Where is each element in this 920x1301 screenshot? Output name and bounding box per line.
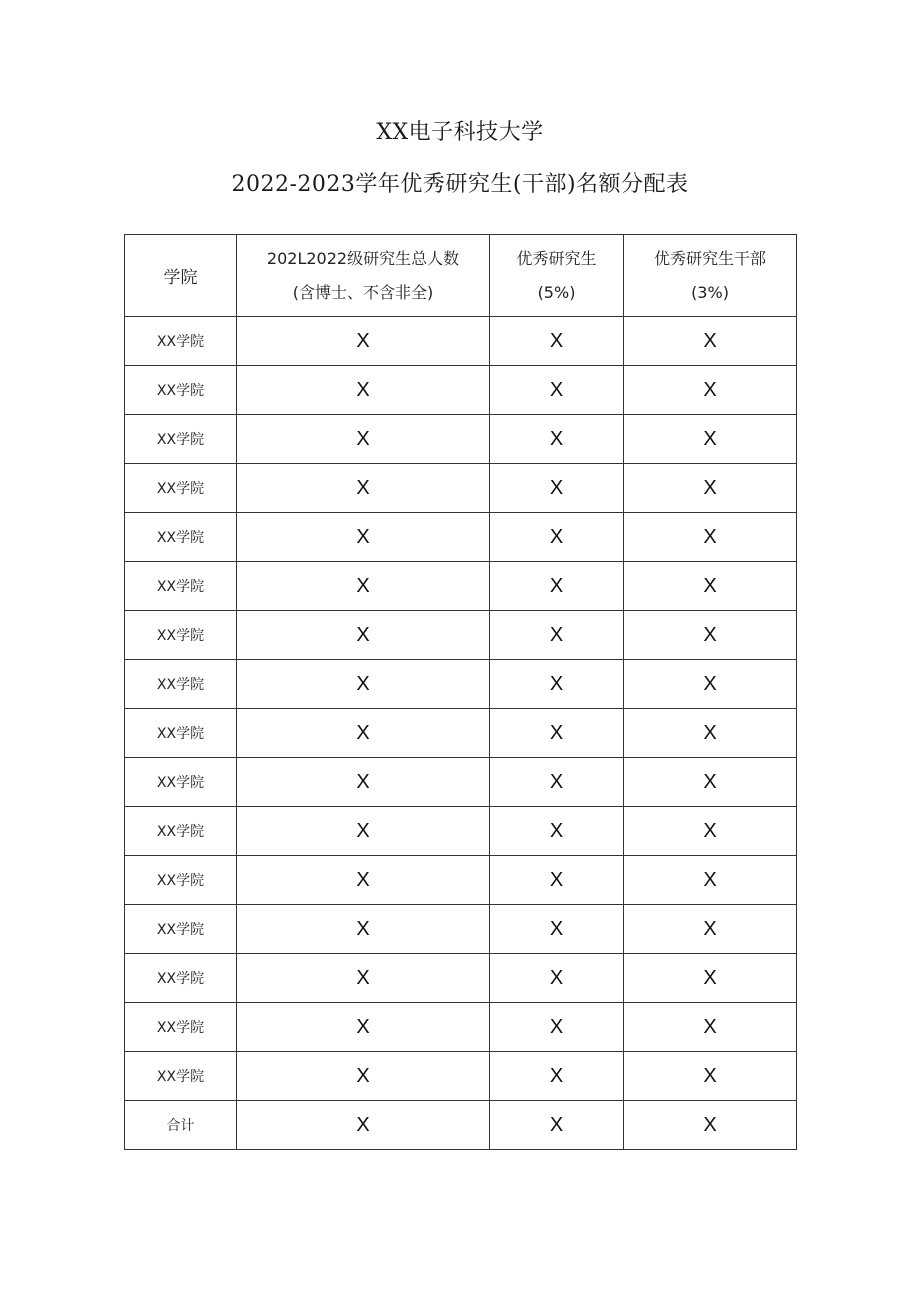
excellent-students-cell: X bbox=[490, 905, 624, 954]
table-row bbox=[125, 317, 797, 366]
table-header-row bbox=[125, 235, 797, 317]
header-cadre-line1: 优秀研究生干部 bbox=[653, 248, 766, 268]
total-students-cell: X bbox=[237, 660, 490, 709]
quota-allocation-table bbox=[124, 234, 797, 1150]
excellent-students-cell: X bbox=[490, 758, 624, 807]
total-students-cell: X bbox=[237, 1003, 490, 1052]
excellent-cadres-cell: X bbox=[624, 1003, 797, 1052]
total-students-cell: X bbox=[237, 464, 490, 513]
college-cell: XX学院 bbox=[125, 366, 237, 415]
college-cell: XX学院 bbox=[125, 513, 237, 562]
table-total-row bbox=[125, 1101, 797, 1150]
excellent-students-cell: X bbox=[490, 709, 624, 758]
excellent-students-cell: X bbox=[490, 366, 624, 415]
excellent-students-cell: X bbox=[490, 611, 624, 660]
table-row bbox=[125, 366, 797, 415]
excellent-students-cell: X bbox=[490, 954, 624, 1003]
table-row bbox=[125, 1003, 797, 1052]
header-excellent-cadres bbox=[624, 235, 797, 317]
table-row bbox=[125, 562, 797, 611]
total-students-cell: X bbox=[237, 758, 490, 807]
total-total-cell: X bbox=[237, 1101, 490, 1150]
excellent-cadres-cell: X bbox=[624, 317, 797, 366]
table-row bbox=[125, 709, 797, 758]
excellent-cadres-cell: X bbox=[624, 954, 797, 1003]
header-total-line2: (含博士、不含非全) bbox=[292, 282, 434, 302]
table-row bbox=[125, 758, 797, 807]
excellent-students-cell: X bbox=[490, 562, 624, 611]
total-students-cell: X bbox=[237, 317, 490, 366]
excellent-students-cell: X bbox=[490, 415, 624, 464]
college-cell: XX学院 bbox=[125, 1003, 237, 1052]
excellent-cadres-cell: X bbox=[624, 513, 797, 562]
excellent-students-cell: X bbox=[490, 513, 624, 562]
table-body bbox=[125, 317, 797, 1101]
excellent-students-cell: X bbox=[490, 1003, 624, 1052]
table-row bbox=[125, 1052, 797, 1101]
table-row bbox=[125, 807, 797, 856]
excellent-cadres-cell: X bbox=[624, 905, 797, 954]
college-cell: XX学院 bbox=[125, 856, 237, 905]
total-students-cell: X bbox=[237, 415, 490, 464]
total-students-cell: X bbox=[237, 856, 490, 905]
excellent-students-cell: X bbox=[490, 464, 624, 513]
table-row bbox=[125, 513, 797, 562]
total-students-cell: X bbox=[237, 954, 490, 1003]
table-row bbox=[125, 464, 797, 513]
college-cell: XX学院 bbox=[125, 1052, 237, 1101]
table-row bbox=[125, 611, 797, 660]
total-students-cell: X bbox=[237, 807, 490, 856]
table-row bbox=[125, 415, 797, 464]
excellent-cadres-cell: X bbox=[624, 758, 797, 807]
total-students-cell: X bbox=[237, 611, 490, 660]
excellent-cadres-cell: X bbox=[624, 1052, 797, 1101]
table-row bbox=[125, 856, 797, 905]
excellent-cadres-cell: X bbox=[624, 709, 797, 758]
table-title: 2022-2023学年优秀研究生(干部)名额分配表 bbox=[231, 172, 689, 197]
excellent-cadres-cell: X bbox=[624, 562, 797, 611]
header-excellent-students bbox=[490, 235, 624, 317]
excellent-students-cell: X bbox=[490, 317, 624, 366]
header-total-line1: 202L2022级研究生总人数 bbox=[266, 248, 460, 268]
table-row bbox=[125, 905, 797, 954]
table-row bbox=[125, 660, 797, 709]
excellent-students-cell: X bbox=[490, 1052, 624, 1101]
excellent-students-cell: X bbox=[490, 660, 624, 709]
total-students-cell: X bbox=[237, 1052, 490, 1101]
document-title-block bbox=[0, 118, 920, 200]
excellent-students-cell: X bbox=[490, 807, 624, 856]
excellent-cadres-cell: X bbox=[624, 807, 797, 856]
total-students-cell: X bbox=[237, 562, 490, 611]
college-cell: XX学院 bbox=[125, 709, 237, 758]
excellent-cadres-cell: X bbox=[624, 415, 797, 464]
college-cell: XX学院 bbox=[125, 758, 237, 807]
total-students-cell: X bbox=[237, 513, 490, 562]
total-excellent-cell: X bbox=[490, 1101, 624, 1150]
university-title: XX电子科技大学 bbox=[376, 120, 544, 145]
header-total-students bbox=[237, 235, 490, 317]
college-cell: XX学院 bbox=[125, 660, 237, 709]
excellent-cadres-cell: X bbox=[624, 856, 797, 905]
college-cell: XX学院 bbox=[125, 954, 237, 1003]
header-cadre-line2: (3%) bbox=[691, 282, 729, 302]
college-cell: XX学院 bbox=[125, 807, 237, 856]
college-cell: XX学院 bbox=[125, 611, 237, 660]
college-cell: XX学院 bbox=[125, 905, 237, 954]
total-students-cell: X bbox=[237, 905, 490, 954]
excellent-cadres-cell: X bbox=[624, 611, 797, 660]
header-college: 学院 bbox=[125, 235, 237, 317]
header-excellent-line1: 优秀研究生 bbox=[516, 248, 597, 268]
total-cadre-cell: X bbox=[624, 1101, 797, 1150]
excellent-students-cell: X bbox=[490, 856, 624, 905]
excellent-cadres-cell: X bbox=[624, 660, 797, 709]
college-cell: XX学院 bbox=[125, 464, 237, 513]
college-cell: XX学院 bbox=[125, 562, 237, 611]
total-students-cell: X bbox=[237, 366, 490, 415]
header-excellent-line2: (5%) bbox=[537, 282, 576, 302]
total-students-cell: X bbox=[237, 709, 490, 758]
excellent-cadres-cell: X bbox=[624, 366, 797, 415]
excellent-cadres-cell: X bbox=[624, 464, 797, 513]
college-cell: XX学院 bbox=[125, 317, 237, 366]
total-label-cell: 合计 bbox=[125, 1101, 237, 1150]
table-row bbox=[125, 954, 797, 1003]
college-cell: XX学院 bbox=[125, 415, 237, 464]
